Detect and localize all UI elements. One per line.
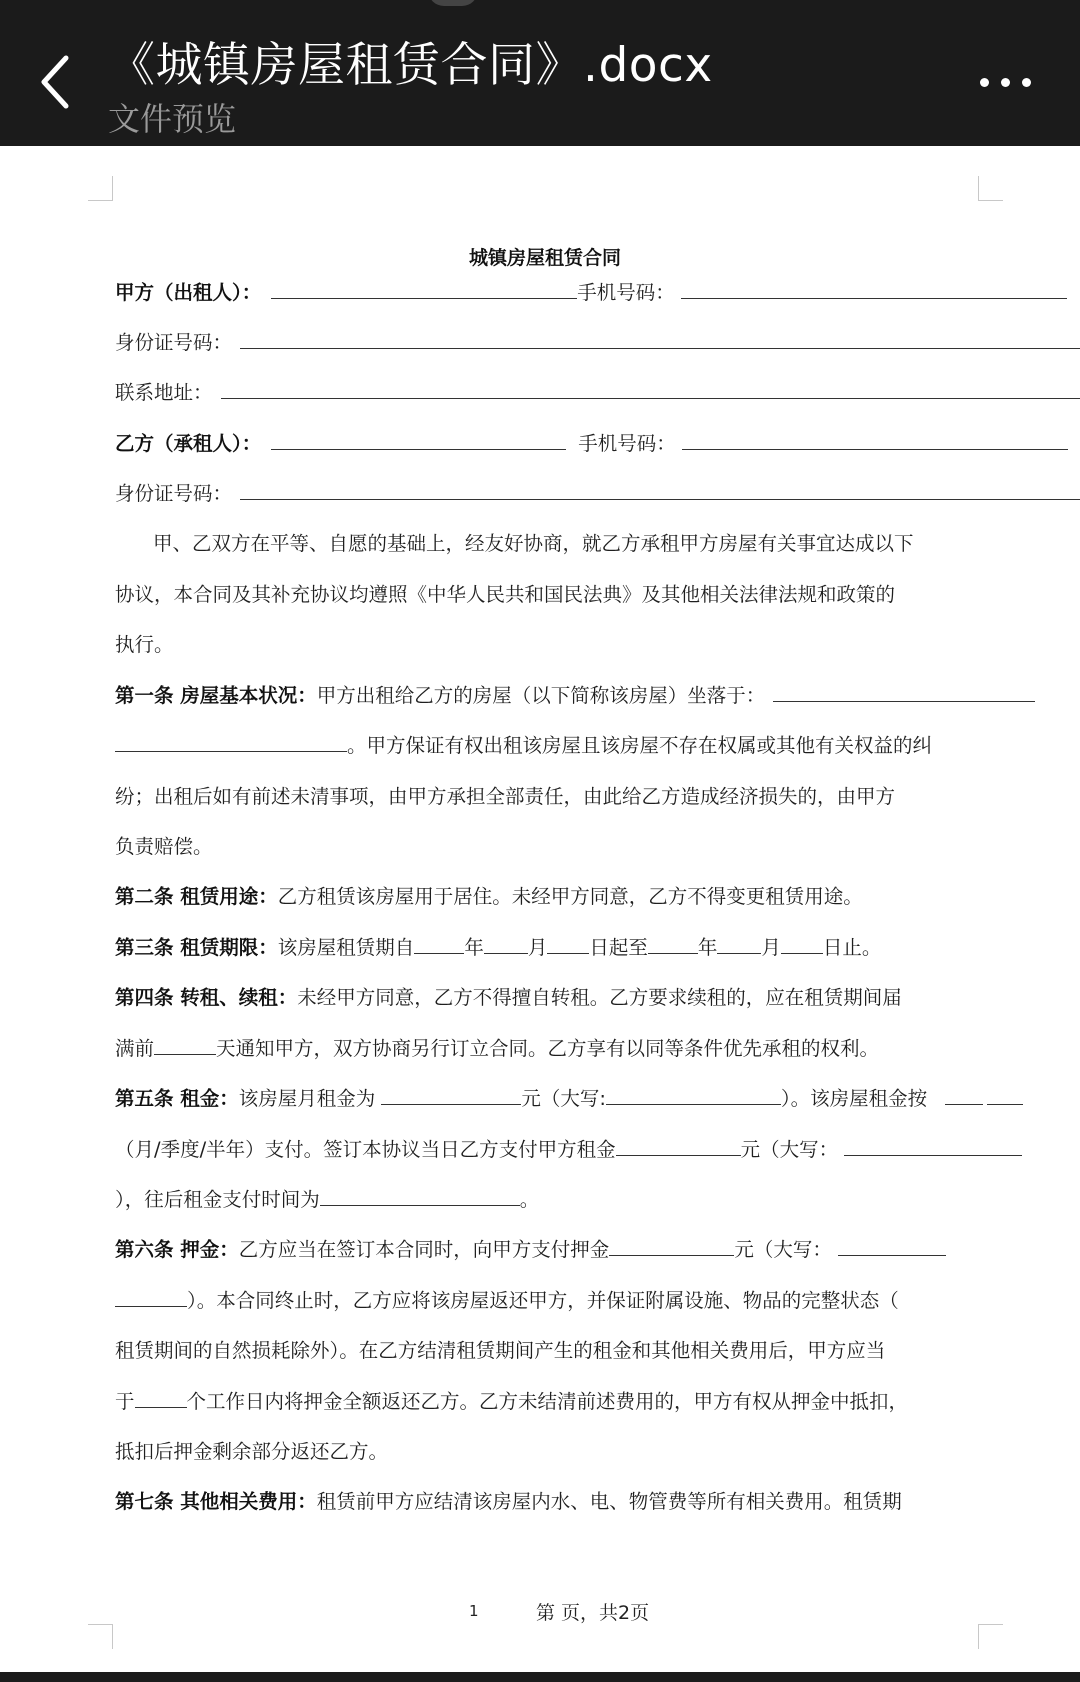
party-b-line: 乙方（承租人）： 手机号码：: [115, 431, 1068, 457]
document-page: [0, 146, 1080, 1672]
document-title: 城镇房屋租赁合同: [468, 247, 621, 269]
article-5-line-2: （月/季度/半年）支付。签订本协议当日乙方支付甲方租金 元（大写：: [115, 1137, 1022, 1163]
bottom-bar: [0, 1672, 1080, 1682]
article-3-line-1: 第三条 租赁期限：该房屋租赁期自 年 月 日起至 年 月 日止。: [115, 936, 882, 959]
id-number-line-b: 身份证号码：: [115, 481, 1080, 507]
preamble-line-2: 协议，本合同及其补充协议均遵照《中华人民共和国民法典》及其他相关法律法规和政策的: [115, 583, 896, 606]
article-6-line-4: 于 个工作日内将押金全额返还乙方。乙方未结清前述费用的，甲方有权从押金中抵扣，: [115, 1390, 909, 1413]
article-4-line-1: 第四条 转租、续租：未经甲方同意，乙方不得擅自转租。乙方要求续租的，应在租赁期间届: [115, 986, 902, 1009]
preamble-line-3: 执行。: [115, 633, 174, 656]
page-count-text: 第 页，共2页: [536, 1602, 650, 1624]
address-line: 联系地址：: [115, 380, 1080, 406]
page-corner-mark: [978, 176, 1003, 201]
article-1-line-3: 纷；出租后如有前述未清事项，由甲方承担全部责任，由此给乙方造成经济损失的，由甲方: [115, 785, 896, 808]
file-title: 《城镇房屋租赁合同》.docx: [108, 38, 713, 93]
article-6-line-2: ）。本合同终止时，乙方应将该房屋返还甲方，并保证附属设施、物品的完整状态（: [115, 1288, 899, 1314]
page-corner-mark: [88, 176, 113, 201]
article-4-line-2: 满前 天通知甲方，双方协商另行订立合同。乙方享有以同等条件优先承租的权利。: [115, 1037, 880, 1060]
back-arrow-icon[interactable]: [36, 52, 80, 112]
article-1-line-1: 第一条 房屋基本状况：甲方出租给乙方的房屋（以下简称该房屋）坐落于：: [115, 683, 1035, 709]
more-options-icon[interactable]: [974, 62, 1038, 102]
preview-subtitle: 文件预览: [108, 100, 237, 138]
page-corner-mark: [88, 1624, 113, 1649]
article-2-line-1: 第二条 租赁用途：乙方租赁该房屋用于居住。未经甲方同意，乙方不得变更租赁用途。: [115, 885, 863, 908]
article-5-line-3: ），往后租金支付时间为 。: [115, 1188, 540, 1211]
preamble-line-1: 甲、乙双方在平等、自愿的基础上，经友好协商，就乙方承租甲方房屋有关事宜达成以下: [153, 532, 914, 555]
article-7-line-1: 第七条 其他相关费用：租赁前甲方应结清该房屋内水、电、物管费等所有相关费用。租赁期: [115, 1490, 902, 1513]
article-6-line-5: 抵扣后押金剩余部分返还乙方。: [115, 1440, 389, 1463]
party-a-line: 甲方（出租人）： 手机号码：: [115, 280, 1067, 306]
page-corner-mark: [978, 1624, 1003, 1649]
app-header: [0, 0, 1080, 146]
article-6-line-1: 第六条 押金：乙方应当在签订本合同时，向甲方支付押金 元（大写：: [115, 1237, 946, 1263]
camera-notch: [428, 0, 478, 6]
article-6-line-3: 租赁期间的自然损耗除外）。在乙方结清租赁期间产生的租金和其他相关费用后，甲方应当: [115, 1339, 886, 1362]
id-number-line: 身份证号码：: [115, 330, 1080, 356]
article-1-line-4: 负责赔偿。: [115, 835, 213, 858]
article-1-line-2: 。甲方保证有权出租该房屋且该房屋不存在权属或其他有关权益的纠: [115, 733, 932, 759]
article-5-line-1: 第五条 租金：该房屋月租金为 元（大写: ）。该房屋租金按: [115, 1086, 1023, 1112]
page-number: 1: [469, 1602, 479, 1620]
